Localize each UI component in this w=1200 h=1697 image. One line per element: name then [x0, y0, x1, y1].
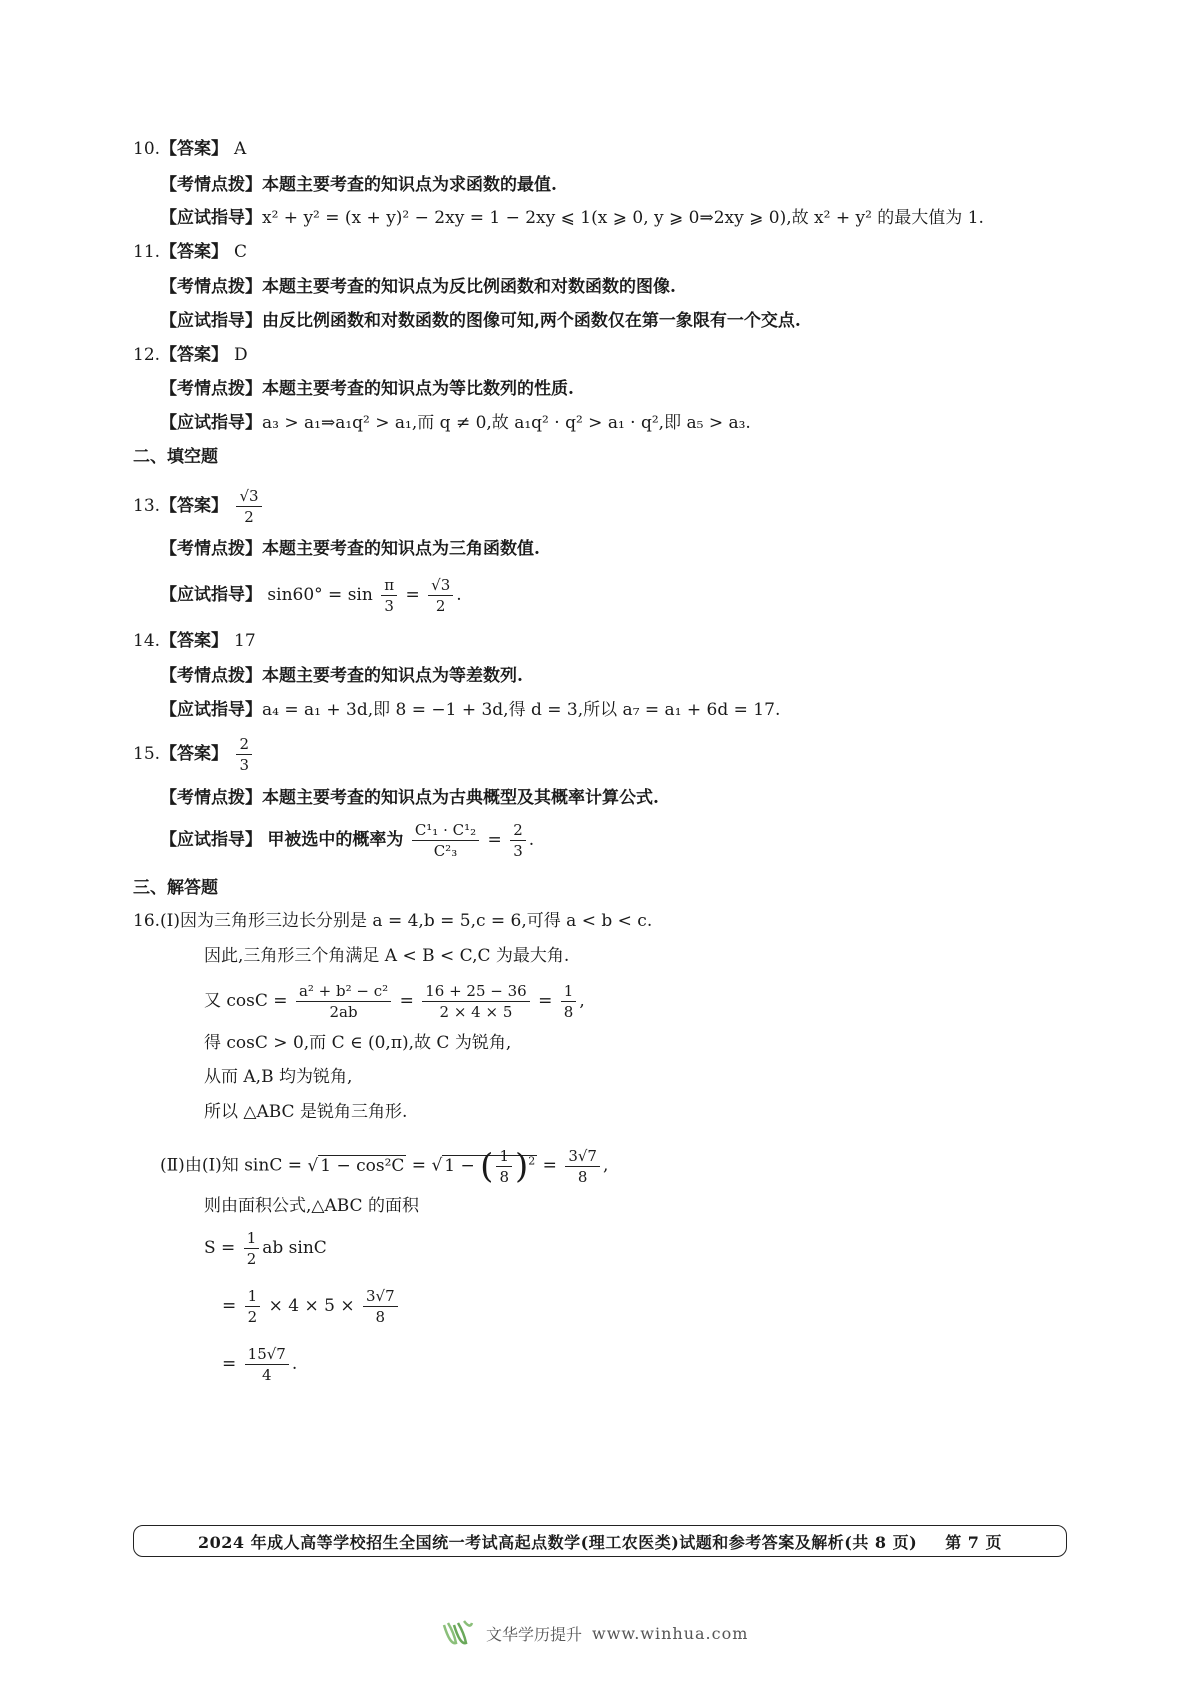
answer-tag: 【答案】 [160, 744, 229, 764]
q13-pi-over-3: $\frac{\pi}{3}$ [381, 575, 397, 616]
q11-answer-line [133, 239, 247, 265]
q12-guide-line [160, 410, 751, 436]
q12-guide: a₃ > a₁⇒a₁q² > a₁,而 q ≠ 0,故 a₁q² · q² > a₁ · q²,即 a₅ > a₃. [262, 413, 751, 433]
q13-point: 本题主要考查的知识点为三角函数值. [262, 539, 540, 559]
point-tag: 【考情点拨】 [160, 379, 262, 399]
q16-line-5: 从而 A,B 均为锐角, [204, 1067, 353, 1087]
point-tag: 【考情点拨】 [160, 788, 262, 808]
q15-combination-fraction: $\frac{\text{C¹₁ · C¹₂}}{\text{C²₃}}$ [412, 820, 479, 861]
sqrt-one-minus-fraction: √ 1 − ( $\frac{1}{8}$ )$^2$ [431, 1146, 536, 1187]
section-solutions-heading: 三、解答题 [133, 878, 218, 898]
q13-point-line [160, 536, 540, 562]
q15-point-line [160, 785, 659, 811]
q13-root3-over-2: $\frac{√3}{2}$ [428, 575, 453, 616]
q15-point: 本题主要考查的知识点为古典概型及其概率计算公式. [262, 788, 659, 808]
q11-guide: 由反比例函数和对数函数的图像可知,两个函数仅在第一象限有一个交点. [262, 311, 801, 331]
q15-answer-fraction: $\frac{2}{3}$ [236, 734, 252, 775]
guide-tag: 【应试指导】 [160, 311, 262, 331]
answer-tag: 【答案】 [160, 139, 229, 159]
point-tag: 【考情点拨】 [160, 277, 262, 297]
q10-number: 10. [133, 139, 161, 159]
q14-point: 本题主要考查的知识点为等差数列. [262, 666, 523, 686]
q11-number: 11. [133, 242, 161, 262]
answer-tag: 【答案】 [160, 345, 229, 365]
q13-answer-line [133, 486, 265, 527]
q16-area-formula: S = $\frac{1}{2}$ ab sinC [204, 1229, 327, 1268]
q16-line-1: 16.(Ⅰ)因为三角形三边长分别是 a = 4,b = 5,c = 6,可得 a < b < c. [133, 911, 653, 931]
q11-point: 本题主要考查的知识点为反比例函数和对数函数的图像. [262, 277, 676, 297]
guide-tag: 【应试指导】 [160, 208, 262, 228]
q12-answer-line [133, 342, 248, 368]
q16-line-8: 则由面积公式,△ABC 的面积 [204, 1196, 419, 1216]
q14-answer-line [133, 628, 256, 654]
footer-title: 2024 年成人高等学校招生全国统一考试高起点数学(理工农医类)试题和参考答案及解析(共 8 页) [198, 1532, 918, 1552]
q12-answer: D [234, 345, 248, 365]
q10-guide-line [160, 205, 984, 231]
answer-tag: 【答案】 [160, 631, 229, 651]
winhua-logo-icon [440, 1615, 476, 1651]
cos-numeric-fraction: $\frac{16 + 25 - 36}{2 \times 4 \times 5}$ [422, 981, 529, 1022]
q15-guide-line: 【应试指导】 甲被选中的概率为 $\frac{\text{C¹₁ · C¹₂}}{\text{C²₃}}$ = $\frac{2}{3}$ . [160, 821, 535, 860]
guide-tag: 【应试指导】 [160, 585, 262, 605]
sinC-result-fraction: $\frac{3√7}{8}$ [565, 1146, 600, 1187]
q15-answer-line [133, 734, 255, 775]
q14-guide-line [160, 697, 780, 723]
q11-guide-line [160, 308, 801, 334]
q16-line-2: 因此,三角形三个角满足 A < B < C,C 为最大角. [204, 946, 570, 966]
q12-point: 本题主要考查的知识点为等比数列的性质. [262, 379, 574, 399]
q15-result-fraction: $\frac{2}{3}$ [510, 820, 526, 861]
cos-result-fraction: $\frac{1}{8}$ [561, 981, 577, 1022]
point-tag: 【考情点拨】 [160, 539, 262, 559]
cos-law-fraction: $\frac{\text{a² + b² − c²}}{2ab}$ [296, 981, 391, 1022]
q10-point-line [160, 172, 557, 198]
guide-tag: 【应试指导】 [160, 700, 262, 720]
q16-area-substitution: = $\frac{1}{2}$ × 4 × 5 × $\frac{3√7}{8}$ [222, 1285, 401, 1327]
q14-guide: a₄ = a₁ + 3d,即 8 = −1 + 3d,得 d = 3,所以 a₇ = a₁ + 6d = 17. [262, 700, 781, 720]
answer-tag: 【答案】 [160, 496, 229, 516]
section-fill-in-heading: 二、填空题 [133, 447, 218, 467]
q14-number: 14. [133, 631, 161, 651]
watermark-url: www.winhua.com [592, 1623, 749, 1643]
q13-number: 13. [133, 496, 161, 516]
q12-number: 12. [133, 345, 161, 365]
q11-answer: C [234, 242, 248, 262]
watermark [440, 1615, 748, 1651]
q13-guide-line: 【应试指导】 sin60° = sin $\frac{\pi}{3}$ = $\frac{√3}{2}$ . [160, 576, 462, 615]
guide-tag: 【应试指导】 [160, 830, 262, 850]
q10-answer: A [234, 139, 247, 159]
q16-line-4: 得 cosC > 0,而 C ∈ (0,π),故 C 为锐角, [204, 1033, 512, 1053]
q14-point-line [160, 663, 523, 689]
point-tag: 【考情点拨】 [160, 666, 262, 686]
q16-area-result: = $\frac{15√7}{4}$ . [222, 1345, 298, 1384]
page-footer [133, 1525, 1067, 1557]
q10-guide: x² + y² = (x + y)² − 2xy = 1 − 2xy ⩽ 1(x ⩾ 0, y ⩾ 0⇒2xy ⩾ 0),故 x² + y² 的最大值为 1. [262, 208, 984, 228]
q12-point-line [160, 376, 574, 402]
sqrt-one-minus-cos: √ 1 − cos²C [307, 1155, 405, 1176]
q11-point-line [160, 274, 676, 300]
q10-point: 本题主要考查的知识点为求函数的最值. [262, 175, 557, 195]
watermark-brand: 文华学历提升 [486, 1624, 583, 1644]
q14-answer: 17 [234, 631, 256, 651]
q16-line-3: 又 cosC = $\frac{\text{a² + b² − c²}}{2ab}$ = $\frac{16 + 25 - 36}{2 \times 4 \times 5}$ = $\frac{1}{8}$ , [204, 982, 585, 1021]
guide-tag: 【应试指导】 [160, 413, 262, 433]
q16-line-6: 所以 △ABC 是锐角三角形. [204, 1102, 408, 1122]
q15-number: 15. [133, 744, 161, 764]
q16-part2-line: (Ⅱ)由(Ⅰ)知 sinC = √ 1 − cos²C = √ 1 − ( $\frac{1}{8}$ )$^2$ = $\frac{3√7}{8}$ , [160, 1138, 608, 1189]
point-tag: 【考情点拨】 [160, 175, 262, 195]
page-number: 第 7 页 [945, 1532, 1002, 1552]
answer-tag: 【答案】 [160, 242, 229, 262]
q13-answer-fraction: $\frac{√3}{2}$ [236, 486, 261, 527]
q10-answer-line [133, 136, 246, 162]
